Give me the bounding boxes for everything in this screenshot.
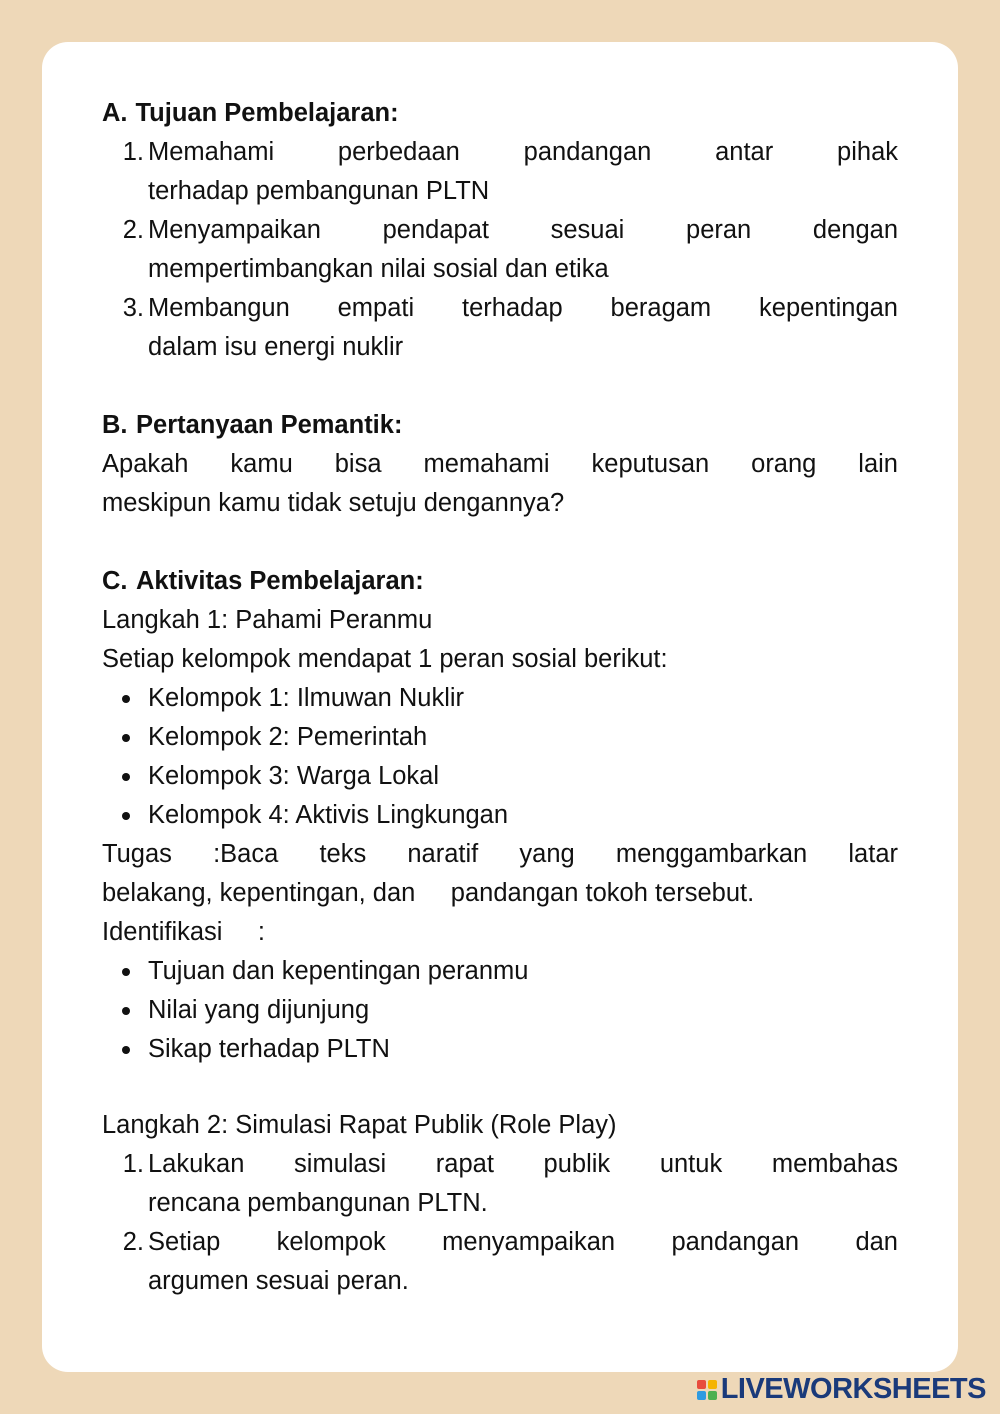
section-b-letter: B. — [102, 411, 128, 439]
section-a-letter: A. — [102, 99, 128, 127]
logo-square — [697, 1380, 706, 1389]
step2-number: 2. — [122, 1228, 144, 1256]
section-c-heading — [102, 562, 898, 601]
objective-text-line1: Menyampaikan pendapat sesuai peran dengan — [148, 216, 898, 244]
objective-text-line2: mempertimbangkan nilai sosial dan etika — [148, 255, 609, 283]
bullet-icon — [122, 1007, 130, 1015]
identify-label-text: Sikap terhadap PLTN — [148, 1035, 390, 1063]
bullet-icon — [122, 734, 130, 742]
section-a-heading — [102, 94, 898, 133]
trigger-question-line2: meskipun kamu tidak setuju dengannya? — [102, 489, 565, 517]
step2-text-line1: Lakukan simulasi rapat publik untuk membahas — [148, 1150, 898, 1178]
step2-text-line1: Setiap kelompok menyampaikan pandangan dan — [148, 1228, 898, 1256]
identify-list — [102, 952, 898, 1069]
identify-label: Identifikasi : — [102, 918, 265, 946]
worksheet-content — [102, 94, 898, 1301]
liveworksheets-logo[interactable] — [697, 1373, 986, 1406]
liveworksheets-icon — [697, 1380, 717, 1400]
task-line2: belakang, kepentingan, dan pandangan tokoh tersebut. — [102, 879, 755, 907]
bullet-icon — [122, 1046, 130, 1054]
step2-number: 1. — [122, 1150, 144, 1178]
step1-intro: Setiap kelompok mendapat 1 peran sosial berikut: — [102, 645, 668, 673]
objective-number: 2. — [122, 216, 144, 244]
group-label: Kelompok 2: Pemerintah — [148, 723, 428, 751]
step2-title: Langkah 2: Simulasi Rapat Publik (Role Play) — [102, 1111, 617, 1139]
group-label: Kelompok 3: Warga Lokal — [148, 762, 440, 790]
group-item — [102, 757, 898, 796]
brand-name: LIVEWORKSHEETS — [720, 1373, 986, 1405]
identify-item — [102, 952, 898, 991]
trigger-question-line1: Apakah kamu bisa memahami keputusan orang lain — [102, 450, 898, 478]
step2-item — [102, 1145, 898, 1223]
identify-item — [102, 991, 898, 1030]
group-item — [102, 796, 898, 835]
task-line1: Tugas :Baca teks naratif yang menggambarkan latar — [102, 840, 898, 868]
bullet-icon — [122, 695, 130, 703]
objective-item — [102, 133, 898, 211]
groups-list — [102, 679, 898, 835]
objectives-list — [102, 133, 898, 367]
logo-square — [697, 1391, 706, 1400]
objective-item — [102, 211, 898, 289]
section-b-heading — [102, 406, 898, 445]
step2-text-line2: argumen sesuai peran. — [148, 1267, 409, 1295]
objective-text-line1: Membangun empati terhadap beragam kepentingan — [148, 294, 898, 322]
objective-item — [102, 289, 898, 367]
identify-item — [102, 1030, 898, 1069]
identify-label-text: Tujuan dan kepentingan peranmu — [148, 957, 529, 985]
bullet-icon — [122, 812, 130, 820]
logo-square — [708, 1380, 717, 1389]
objective-number: 1. — [122, 138, 144, 166]
trigger-question — [102, 445, 898, 523]
section-b-title: Pertanyaan Pemantik: — [136, 411, 403, 439]
step2-list — [102, 1145, 898, 1301]
group-item — [102, 718, 898, 757]
step2-item — [102, 1223, 898, 1301]
objective-text-line1: Memahami perbedaan pandangan antar pihak — [148, 138, 898, 166]
objective-text-line2: terhadap pembangunan PLTN — [148, 177, 490, 205]
objective-number: 3. — [122, 294, 144, 322]
group-label: Kelompok 4: Aktivis Lingkungan — [148, 801, 509, 829]
section-c-letter: C. — [102, 567, 128, 595]
group-label: Kelompok 1: Ilmuwan Nuklir — [148, 684, 465, 712]
task-instructions — [102, 835, 898, 913]
objective-text-line2: dalam isu energi nuklir — [148, 333, 404, 361]
identify-label-text: Nilai yang dijunjung — [148, 996, 370, 1024]
step2-text-line2: rencana pembangunan PLTN. — [148, 1189, 488, 1217]
bullet-icon — [122, 773, 130, 781]
bullet-icon — [122, 968, 130, 976]
section-c-title: Aktivitas Pembelajaran: — [136, 567, 424, 595]
step1-title: Langkah 1: Pahami Peranmu — [102, 606, 433, 634]
section-a-title: Tujuan Pembelajaran: — [135, 99, 399, 127]
logo-square — [708, 1391, 717, 1400]
group-item — [102, 679, 898, 718]
